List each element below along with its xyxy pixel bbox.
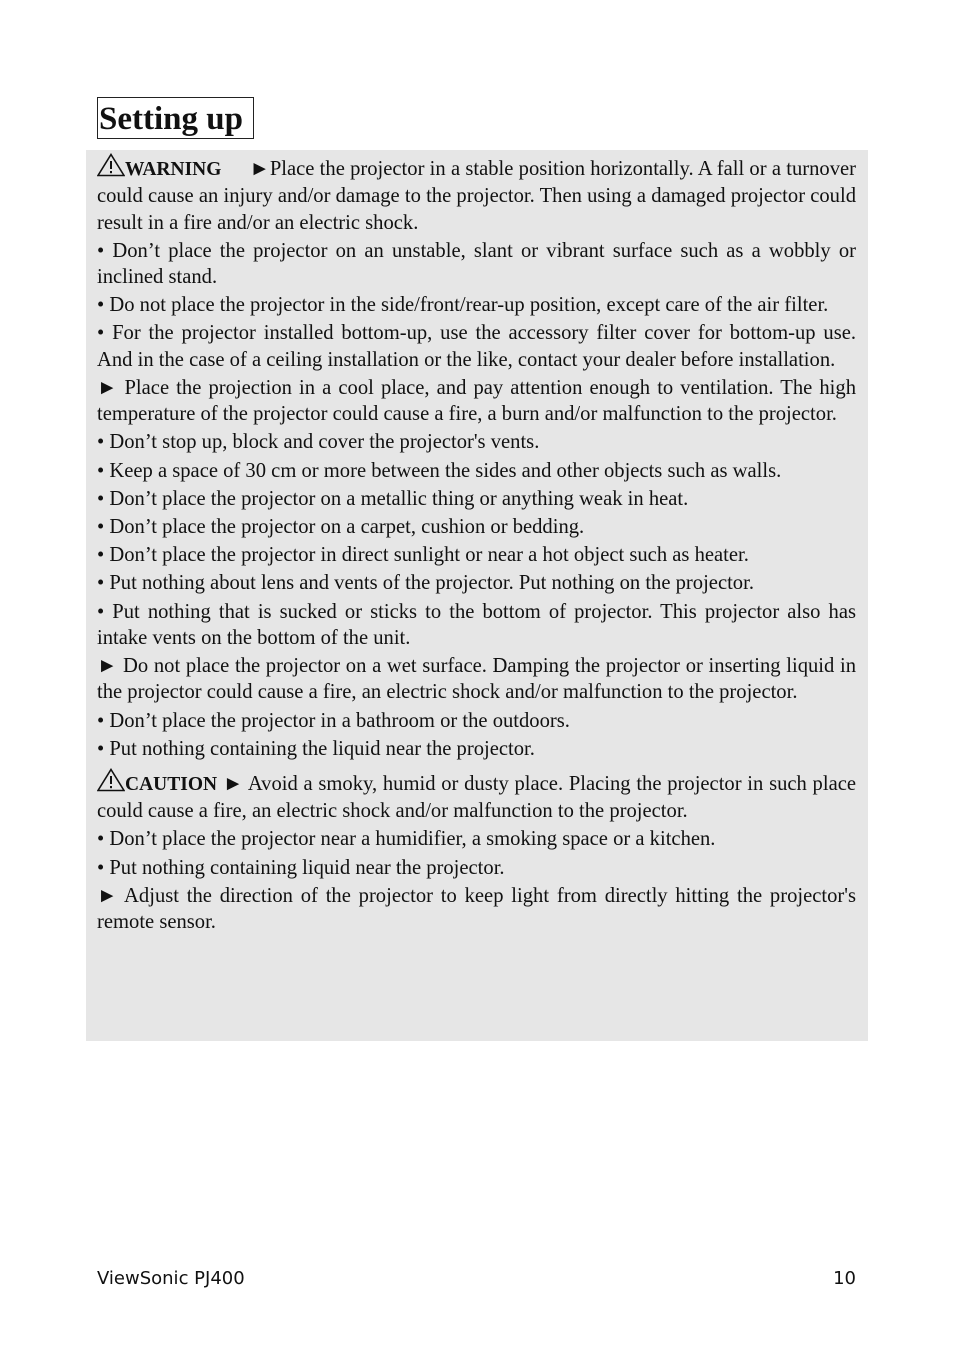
footer-page-number: 10: [833, 1268, 856, 1289]
caution-label: CAUTION: [125, 774, 218, 795]
list-item: • Put nothing containing liquid near the projector.: [97, 856, 505, 879]
list-item: • Put nothing containing the liquid near the projector.: [97, 737, 535, 760]
list-item: • Don’t place the projector in a bathroom or the outdoors.: [97, 709, 570, 732]
warning-intro-text: ►Place the projector in a stable position horizontally. A fall or a turnover could cause an injury and/or damage to the projector. Then using a damaged projector could result in a fire and/or an electric shock.: [97, 158, 856, 234]
caution-intro-paragraph: [97, 768, 856, 825]
list-item: • For the projector installed bottom-up, use the accessory filter cover for bottom-up use. And in the case of a ceiling installation or the like, contact your dealer before installation.: [97, 322, 856, 371]
safety-content: [97, 153, 856, 937]
warning-wet-surface-paragraph: ► Do not place the projector on a wet surface. Damping the projector or inserting liquid in the projector could cause a fire, an electric shock and/or malfunction to the projector.: [97, 655, 856, 704]
warning-triangle-icon: [97, 153, 125, 177]
list-item: • Don’t place the projector near a humidifier, a smoking space or a kitchen.: [97, 828, 716, 851]
caution-triangle-icon: [97, 768, 125, 792]
list-item: • Don’t place the projector on a metallic thing or anything weak in heat.: [97, 487, 689, 510]
list-item: • Keep a space of 30 cm or more between the sides and other objects such as walls.: [97, 459, 782, 482]
list-item: • Do not place the projector in the side/front/rear-up position, except care of the air filter.: [97, 294, 829, 317]
warning-ventilation-paragraph: ► Place the projection in a cool place, and pay attention enough to ventilation. The high temperature of the projector could cause a fire, a burn and/or malfunction to the projector.: [97, 376, 856, 426]
footer-product-name: ViewSonic PJ400: [97, 1268, 245, 1289]
page-title: Setting up: [97, 97, 254, 139]
list-item: • Don’t place the projector on an unstable, slant or vibrant surface such as a wobbly or inclined stand.: [97, 239, 856, 289]
caution-direction-paragraph: ► Adjust the direction of the projector to keep light from directly hitting the projector's remote sensor.: [97, 884, 856, 934]
caution-intro-text: ► Avoid a smoky, humid or dusty place. Placing the projector in such place could cause a fire, an electric shock and/or malfunction to the projector.: [97, 773, 856, 823]
list-item: • Put nothing about lens and vents of the projector. Put nothing on the projector.: [97, 572, 754, 595]
list-item: • Don’t stop up, block and cover the projector's vents.: [97, 431, 540, 454]
list-item: • Don’t place the projector in direct sunlight or near a hot object such as heater.: [97, 544, 749, 567]
warning-label: WARNING: [125, 159, 222, 180]
list-item: • Don’t place the projector on a carpet, cushion or bedding.: [97, 515, 585, 538]
list-item: • Put nothing that is sucked or sticks to the bottom of projector. This projector also has intake vents on the bottom of the unit.: [97, 600, 856, 649]
warning-intro-paragraph: [97, 153, 856, 236]
